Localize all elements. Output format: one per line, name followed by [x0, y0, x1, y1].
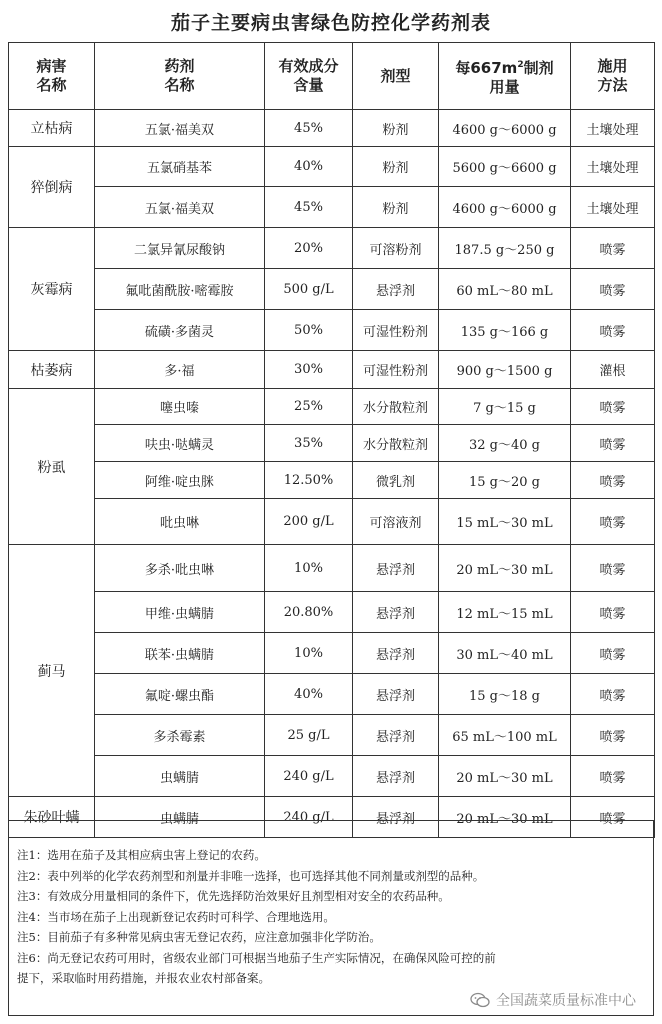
dosage-cell: 900 g～1500 g: [439, 351, 571, 389]
header-content: 有效成分 含量: [265, 43, 353, 110]
dosage-cell: 15 mL～30 mL: [439, 499, 571, 545]
table-row: [9, 351, 655, 389]
disease-cell: 朱砂叶螨: [9, 797, 95, 838]
dosage-cell: 7 g～15 g: [439, 389, 571, 425]
content-cell: 30%: [265, 351, 353, 389]
note-line: 提下，采取临时用药措施，并报农业农村部备案。: [17, 971, 270, 985]
header-row: [9, 43, 655, 110]
table-row: [9, 715, 655, 756]
agent-cell: 吡虫啉: [95, 499, 265, 545]
agent-cell: 虫螨腈: [95, 797, 265, 838]
form-cell: 悬浮剂: [353, 545, 439, 592]
notes-box: [8, 820, 654, 1016]
content-cell: 240 g/L: [265, 756, 353, 797]
agent-cell: 氟啶·螺虫酯: [95, 674, 265, 715]
dosage-cell: 4600 g～6000 g: [439, 110, 571, 147]
table-row: [9, 462, 655, 499]
table-row: [9, 228, 655, 269]
method-cell: 喷雾: [571, 756, 655, 797]
form-cell: 悬浮剂: [353, 715, 439, 756]
form-cell: 粉剂: [353, 147, 439, 187]
dosage-cell: 135 g～166 g: [439, 310, 571, 351]
form-cell: 悬浮剂: [353, 269, 439, 310]
agent-cell: 阿维·啶虫脒: [95, 462, 265, 499]
note-line: 注6：尚无登记农药可用时，省级农业部门可根据当地茄子生产实际情况，在确保风险可控的前: [17, 950, 496, 965]
content-cell: 240 g/L: [265, 797, 353, 838]
method-cell: 土壤处理: [571, 147, 655, 187]
dosage-cell: 5600 g～6600 g: [439, 147, 571, 187]
table-row: [9, 592, 655, 633]
method-cell: 喷雾: [571, 545, 655, 592]
table-row: [9, 310, 655, 351]
table-row: [9, 756, 655, 797]
dosage-cell: 60 mL～80 mL: [439, 269, 571, 310]
content-cell: 40%: [265, 674, 353, 715]
header-disease: 病害 名称: [9, 43, 95, 110]
method-cell: 喷雾: [571, 499, 655, 545]
note-line: 注4：当市场在茄子上出现新登记农药时可科学、合理地选用。: [17, 909, 335, 924]
agent-cell: 多杀·吡虫啉: [95, 545, 265, 592]
table-title: 茄子主要病虫害绿色防控化学药剂表: [170, 12, 491, 34]
method-cell: 喷雾: [571, 389, 655, 425]
form-cell: 悬浮剂: [353, 756, 439, 797]
agent-cell: 联苯·虫螨腈: [95, 633, 265, 674]
agent-cell: 五氯硝基苯: [95, 147, 265, 187]
content-cell: 20%: [265, 228, 353, 269]
table-row: [9, 187, 655, 228]
agent-cell: 五氯·福美双: [95, 110, 265, 147]
content-cell: 45%: [265, 187, 353, 228]
content-cell: 25 g/L: [265, 715, 353, 756]
disease-cell: 灰霉病: [9, 228, 95, 351]
form-cell: 可溶液剂: [353, 499, 439, 545]
form-cell: 悬浮剂: [353, 674, 439, 715]
form-cell: 可湿性粉剂: [353, 310, 439, 351]
agent-cell: 五氯·福美双: [95, 187, 265, 228]
dosage-cell: 32 g～40 g: [439, 425, 571, 462]
content-cell: 200 g/L: [265, 499, 353, 545]
header-dosage: 每$667m^2$制剂 用量: [439, 43, 571, 110]
form-cell: 悬浮剂: [353, 797, 439, 838]
method-cell: 喷雾: [571, 310, 655, 351]
form-cell: 可湿性粉剂: [353, 351, 439, 389]
table-row: [9, 545, 655, 592]
content-cell: 500 g/L: [265, 269, 353, 310]
dosage-cell: 65 mL～100 mL: [439, 715, 571, 756]
agent-cell: 呋虫·哒螨灵: [95, 425, 265, 462]
agent-cell: 硫磺·多菌灵: [95, 310, 265, 351]
method-cell: 喷雾: [571, 715, 655, 756]
method-cell: 喷雾: [571, 228, 655, 269]
form-cell: 可溶粉剂: [353, 228, 439, 269]
form-cell: 粉剂: [353, 187, 439, 228]
wechat-icon: [470, 992, 490, 1008]
note-line: 注3：有效成分用量相同的条件下，优先选择防治效果好且剂型相对安全的农药品种。: [17, 889, 450, 903]
table-body: [9, 110, 655, 838]
dosage-cell: 4600 g～6000 g: [439, 187, 571, 228]
form-cell: 悬浮剂: [353, 592, 439, 633]
method-cell: 喷雾: [571, 633, 655, 674]
dosage-cell: 187.5 g～250 g: [439, 228, 571, 269]
header-method: 施用 方法: [571, 43, 655, 110]
dosage-cell: 20 mL～30 mL: [439, 545, 571, 592]
watermark-text: 全国蔬菜质量标准中心: [496, 993, 636, 1009]
form-cell: 水分散粒剂: [353, 389, 439, 425]
agent-cell: 噻虫嗪: [95, 389, 265, 425]
method-cell: 灌根: [571, 351, 655, 389]
table-row: [9, 110, 655, 147]
note-line: 注1：选用在茄子及其相应病虫害上登记的农药。: [17, 848, 266, 862]
content-cell: 35%: [265, 425, 353, 462]
content-cell: 10%: [265, 633, 353, 674]
disease-cell: 猝倒病: [9, 147, 95, 228]
table-row: [9, 499, 655, 545]
table-row: [9, 674, 655, 715]
dosage-cell: 20 mL～30 mL: [439, 797, 571, 838]
form-cell: 粉剂: [353, 110, 439, 147]
content-cell: 20.80%: [265, 592, 353, 633]
dosage-cell: 20 mL～30 mL: [439, 756, 571, 797]
agent-cell: 多·福: [95, 351, 265, 389]
table-row: [9, 389, 655, 425]
method-cell: 喷雾: [571, 269, 655, 310]
form-cell: 微乳剂: [353, 462, 439, 499]
table-row: [9, 633, 655, 674]
method-cell: 喷雾: [571, 462, 655, 499]
note-line: 注2：表中列举的化学农药剂型和剂量并非唯一选择，也可选择其他不同剂量或剂型的品种。: [17, 868, 485, 883]
pesticide-table: [8, 42, 655, 838]
method-cell: 土壤处理: [571, 187, 655, 228]
content-cell: 50%: [265, 310, 353, 351]
header-form: 剂型: [353, 43, 439, 110]
form-cell: 悬浮剂: [353, 633, 439, 674]
header-agent: 药剂 名称: [95, 43, 265, 110]
content-cell: 25%: [265, 389, 353, 425]
watermark: [470, 990, 636, 1010]
table-row: [9, 147, 655, 187]
agent-cell: 氟吡菌酰胺·嘧霉胺: [95, 269, 265, 310]
disease-cell: 蓟马: [9, 545, 95, 797]
dosage-cell: 30 mL～40 mL: [439, 633, 571, 674]
disease-cell: 枯萎病: [9, 351, 95, 389]
content-cell: 12.50%: [265, 462, 353, 499]
disease-cell: 粉虱: [9, 389, 95, 545]
dosage-cell: 15 g～18 g: [439, 674, 571, 715]
note-line: 注5：目前茄子有多种常见病虫害无登记农药，应注意加强非化学防治。: [17, 930, 381, 944]
agent-cell: 二氯异氰尿酸钠: [95, 228, 265, 269]
method-cell: 土壤处理: [571, 110, 655, 147]
form-cell: 水分散粒剂: [353, 425, 439, 462]
dosage-cell: 12 mL～15 mL: [439, 592, 571, 633]
method-cell: 喷雾: [571, 425, 655, 462]
method-cell: 喷雾: [571, 797, 655, 838]
table-row: [9, 269, 655, 310]
content-cell: 45%: [265, 110, 353, 147]
disease-cell: 立枯病: [9, 110, 95, 147]
dosage-cell: 15 g～20 g: [439, 462, 571, 499]
table-row: [9, 425, 655, 462]
method-cell: 喷雾: [571, 674, 655, 715]
content-cell: 10%: [265, 545, 353, 592]
method-cell: 喷雾: [571, 592, 655, 633]
agent-cell: 虫螨腈: [95, 756, 265, 797]
agent-cell: 甲维·虫螨腈: [95, 592, 265, 633]
agent-cell: 多杀霉素: [95, 715, 265, 756]
content-cell: 40%: [265, 147, 353, 187]
